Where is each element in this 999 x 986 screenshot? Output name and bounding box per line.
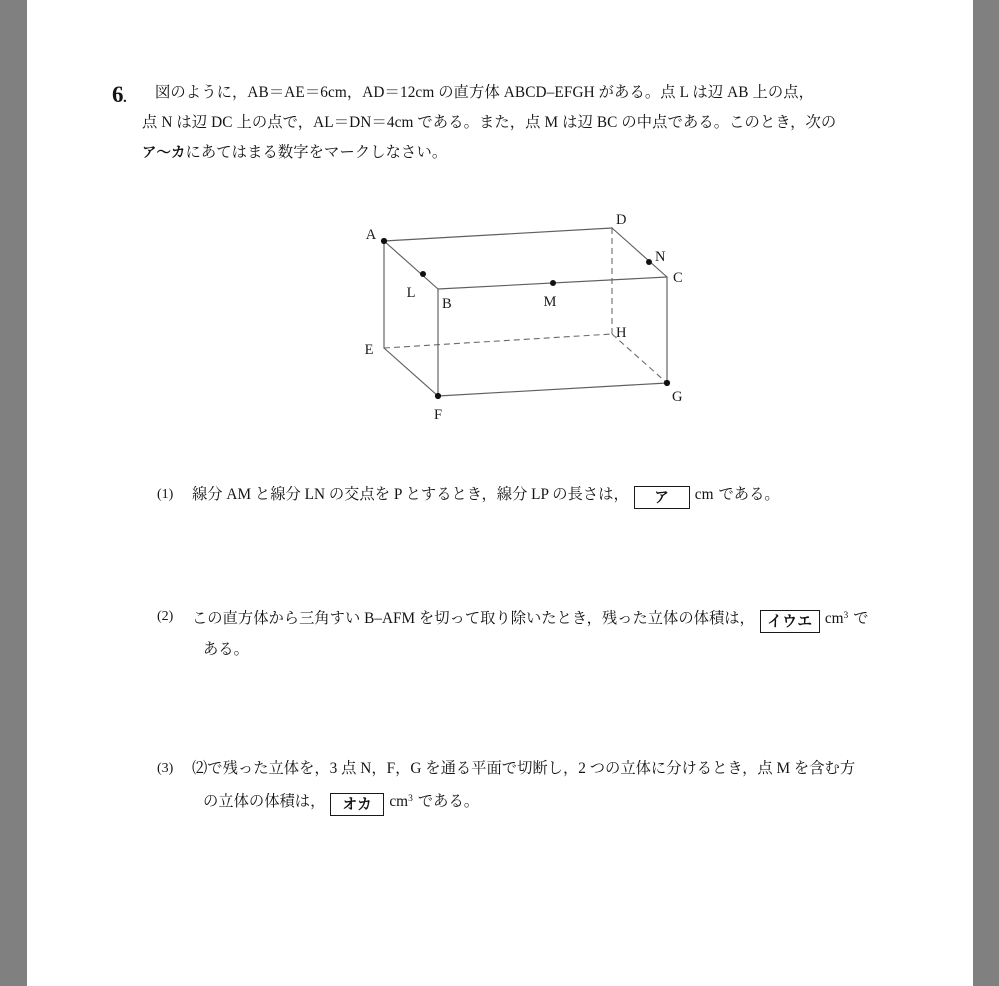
edge-A-B — [384, 241, 438, 289]
question-3-text-pre: の立体の体積は， — [203, 793, 326, 810]
stem-line-3-rest: にあてはまる数字をマークしなさい。 — [185, 144, 448, 161]
label-F: F — [433, 407, 443, 423]
stem-katakana-range: ア～カ — [142, 145, 186, 161]
visible-edges-group — [384, 228, 667, 396]
answer-box-a[interactable]: ア — [634, 486, 690, 509]
question-3-unit — [389, 793, 412, 810]
question-2-row-2: ある。 — [203, 641, 249, 658]
dot-A — [381, 238, 387, 244]
question-2-unit-base: cm — [824, 610, 844, 627]
question-2 — [112, 601, 912, 665]
hidden-edges-group — [384, 228, 667, 383]
problem-number-dot: . — [123, 90, 127, 106]
edge-F-G — [438, 383, 667, 396]
dot-M — [550, 280, 556, 286]
stem-line-2: 点 N は辺 DC 上の点で，AL＝DN＝4cm である。また，点 M は辺 BC の中点である。このとき，次の — [142, 114, 837, 131]
label-B: B — [442, 296, 452, 312]
label-G: G — [672, 389, 683, 405]
question-3-unit-exponent: 3 — [408, 794, 413, 804]
stem-line-1: 図のように，AB＝AE＝6cm，AD＝12cm の直方体 ABCD–EFGH がある。点 L は辺 AB 上の点， — [155, 84, 815, 101]
question-3-row-1: ⑵で残った立体を，3 点 N，F，G を通る平面で切断し，2 つの立体に分けるとき，点 M を含む方 — [192, 760, 856, 777]
document-page — [27, 0, 973, 986]
question-3 — [112, 753, 912, 817]
question-2-text-pre: この直方体から三角すい B–AFM を切って取り除いたとき，残った立体の体積は， — [192, 610, 755, 627]
answer-box-iue[interactable]: イウエ — [760, 610, 820, 633]
label-E: E — [364, 342, 374, 358]
vertex-dots-group — [381, 238, 670, 399]
edge-E-H — [384, 334, 612, 348]
dot-G — [664, 380, 670, 386]
question-1-body — [192, 479, 912, 510]
question-3-body — [192, 753, 912, 817]
question-2-row-1 — [192, 601, 912, 634]
label-C: C — [673, 270, 683, 286]
edge-E-F — [384, 348, 438, 396]
label-D: D — [616, 212, 627, 228]
question-2-body — [192, 601, 912, 665]
label-N: N — [655, 249, 666, 265]
problem-number — [112, 82, 126, 108]
question-2-number: (2) — [157, 609, 174, 624]
cuboid-diagram — [347, 198, 717, 438]
problem-statement — [112, 78, 902, 168]
question-2-unit-exponent: 3 — [843, 611, 849, 621]
dot-L — [420, 271, 426, 277]
edge-A-D — [384, 228, 612, 241]
question-1-row — [192, 479, 912, 510]
question-1-unit: cm — [694, 486, 714, 503]
label-H: H — [616, 325, 627, 341]
question-1-text-pre: 線分 AM と線分 LN の交点を P とするとき，線分 LP の長さは， — [192, 486, 629, 503]
question-2-unit — [825, 610, 848, 627]
label-A: A — [365, 227, 377, 243]
question-3-text-post: である。 — [417, 793, 480, 810]
solid-figure — [347, 198, 717, 438]
label-L: L — [406, 285, 416, 301]
question-1-text-post: である。 — [718, 486, 780, 503]
stem-line-3 — [142, 138, 902, 168]
answer-box-ok[interactable]: オカ — [330, 793, 384, 816]
question-3-unit-base: cm — [389, 793, 409, 810]
question-3-number: (3) — [157, 761, 174, 776]
edge-H-G — [612, 334, 667, 383]
label-M: M — [543, 294, 557, 310]
question-3-row-2 — [203, 784, 912, 817]
problem-number-value: 6 — [112, 82, 123, 107]
question-2-text-post: で — [853, 610, 869, 627]
question-1 — [112, 479, 912, 510]
problem-stem — [142, 78, 902, 168]
question-1-number: (1) — [157, 487, 174, 502]
dot-N — [646, 259, 652, 265]
dot-F — [435, 393, 441, 399]
